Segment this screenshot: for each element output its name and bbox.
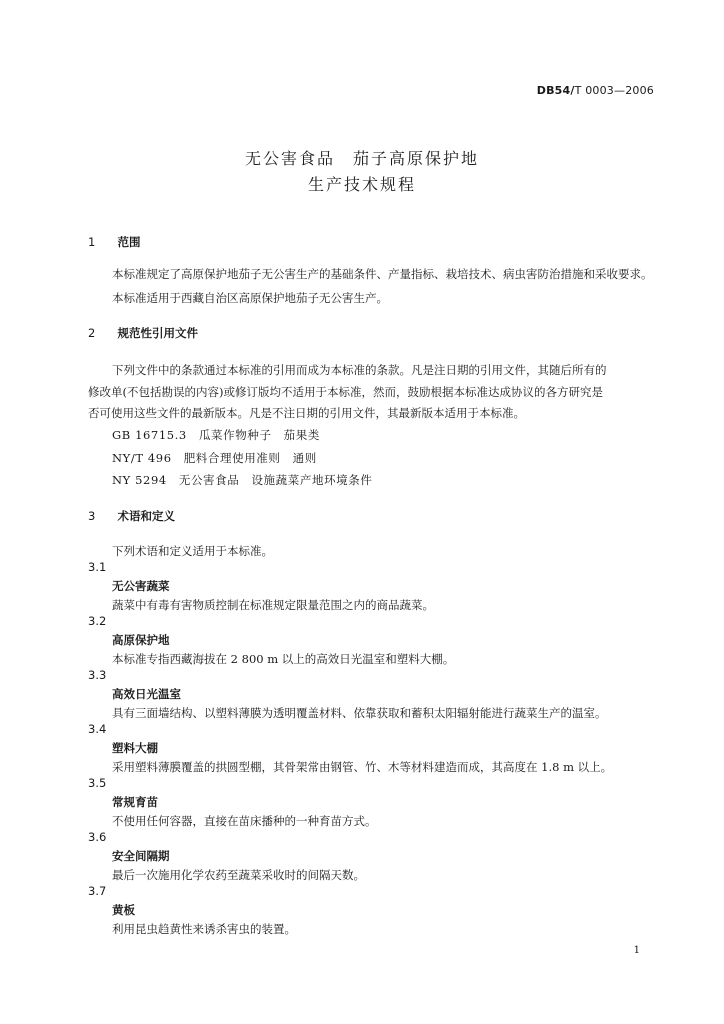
term-definition: 利用昆虫趋黄性来诱杀害虫的装置。 (112, 922, 296, 936)
term-title: 高原保护地 (112, 633, 170, 647)
reference-item: GB 16715.3 瓜菜作物种子 茄果类 (112, 428, 320, 442)
term-definition: 本标准专指西藏海拔在 2 800 m 以上的高效日光温室和塑料大棚。 (112, 652, 455, 666)
section-number: 2 (88, 326, 96, 340)
term-definition: 采用塑料薄膜覆盖的拱圆型棚，其骨架常由钢管、竹、木等材料建造而成，其高度在 1.8 m 以上。 (112, 760, 613, 774)
document-title-line-1: 无公害食品 茄子高原保护地 (244, 149, 479, 168)
term-number: 3.3 (88, 668, 107, 682)
references-paragraph-line-1: 下列文件中的条款通过本标准的引用而成为本标准的条款。凡是注日期的引用文件，其随后所有的 (112, 363, 607, 377)
standard-code-number: T 0003—2006 (574, 84, 654, 97)
references-paragraph-line-3: 否可使用这些文件的最新版本。凡是不注日期的引用文件，其最新版本适用于本标准。 (88, 406, 525, 420)
section-3-heading (88, 508, 175, 524)
term-number: 3.1 (88, 560, 107, 574)
scope-paragraph-2: 本标准适用于西藏自治区高原保护地茄子无公害生产。 (112, 291, 388, 305)
term-number: 3.6 (88, 830, 107, 844)
scope-paragraph-1: 本标准规定了高原保护地茄子无公害生产的基础条件、产量指标、栽培技术、病虫害防治措施和采收要求。 (112, 267, 653, 281)
term-title: 黄板 (112, 903, 135, 917)
term-number: 3.4 (88, 722, 107, 736)
section-number: 3 (88, 509, 96, 523)
term-definition: 不使用任何容器，直接在苗床播种的一种育苗方式。 (112, 814, 377, 828)
section-2-heading (88, 325, 198, 341)
reference-item: NY 5294 无公害食品 设施蔬菜产地环境条件 (112, 473, 373, 487)
reference-item: NY/T 496 肥料合理使用准则 通则 (112, 451, 317, 465)
section-title: 范围 (117, 235, 141, 249)
standard-code-prefix: DB54/ (536, 84, 575, 97)
section-number: 1 (88, 235, 96, 249)
section-1-heading (88, 234, 141, 250)
term-title: 高效日光温室 (112, 687, 181, 701)
section-title: 术语和定义 (117, 509, 175, 523)
standard-code (537, 84, 654, 97)
term-number: 3.5 (88, 776, 107, 790)
page-number: 1 (633, 945, 640, 956)
term-definition: 最后一次施用化学农药至蔬菜采收时的间隔天数。 (112, 868, 365, 882)
term-number: 3.2 (88, 614, 107, 628)
term-title: 常规育苗 (112, 795, 158, 809)
definitions-intro: 下列术语和定义适用于本标准。 (112, 544, 273, 558)
term-title: 安全间隔期 (112, 849, 170, 863)
term-number: 3.7 (88, 884, 107, 898)
references-paragraph-line-2: 修改单(不包括勘误的内容)或修订版均不适用于本标准，然而，鼓励根据本标准达成协议的各方研究是 (88, 385, 603, 399)
term-title: 无公害蔬菜 (112, 579, 170, 593)
document-title-line-2: 生产技术规程 (307, 175, 416, 194)
section-title: 规范性引用文件 (117, 326, 198, 340)
term-definition: 蔬菜中有毒有害物质控制在标准规定限量范围之内的商品蔬菜。 (112, 598, 434, 612)
term-title: 塑料大棚 (112, 741, 158, 755)
term-definition: 具有三面墙结构、以塑料薄膜为透明覆盖材料、依靠获取和蓄积太阳辐射能进行蔬菜生产的温室。 (112, 706, 607, 720)
